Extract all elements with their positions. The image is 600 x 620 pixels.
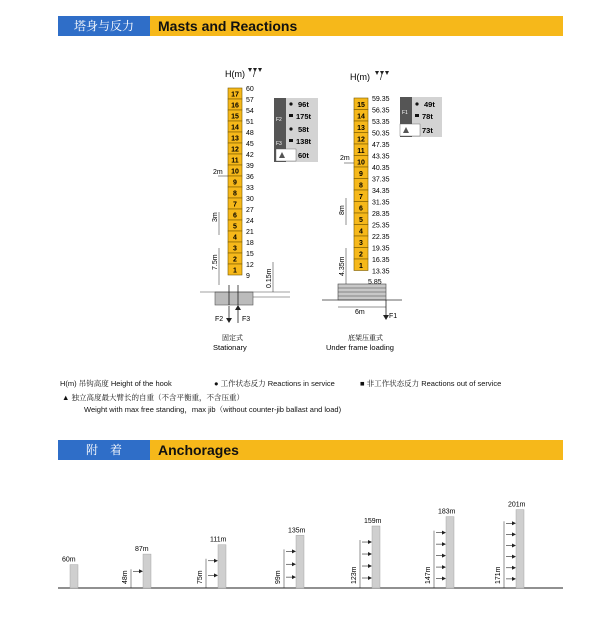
tie-arrowhead xyxy=(368,576,372,580)
segment-number: 4 xyxy=(233,234,237,242)
height-tick-label: 60 xyxy=(246,86,254,93)
legend-in-service: ● 工作状态反力 Reactions in service xyxy=(214,379,335,388)
weight-value: 60t xyxy=(298,151,309,160)
segment-number: 10 xyxy=(357,159,365,167)
f1-tab-label: F1 xyxy=(402,110,408,116)
height-tick-label: 13.35 xyxy=(372,268,390,276)
weight-tab xyxy=(400,124,420,136)
height-tick-label: 59.35 xyxy=(372,96,390,103)
height-tick-label: 36 xyxy=(246,174,254,181)
height-tick-label: 34.35 xyxy=(372,188,390,195)
segment-number: 13 xyxy=(231,135,239,143)
section-title-cn: 塔身与反力 xyxy=(58,16,150,36)
segment-number: 14 xyxy=(231,124,239,132)
f2-tab-label: F2 xyxy=(276,117,282,123)
h-label: H(m) xyxy=(350,72,370,82)
out-service-bullet xyxy=(289,114,293,117)
height-tick-label: 45 xyxy=(246,141,254,148)
height-tick-label: 39 xyxy=(246,163,254,170)
segment-number: 9 xyxy=(359,171,363,178)
tie-arrowhead xyxy=(512,555,516,559)
anchorage-tower xyxy=(143,554,151,588)
out-service-bullet xyxy=(415,114,419,117)
segment-number: 2 xyxy=(233,256,237,264)
height-tick-label: 33 xyxy=(246,185,254,192)
height-tick-label: 43.35 xyxy=(372,153,390,161)
anchor-height-label: 99m xyxy=(275,570,282,584)
tower-height-label: 183m xyxy=(438,508,456,516)
tie-arrowhead xyxy=(214,559,218,563)
legend-out-service: ■ 非工作状态反力 Reactions out of service xyxy=(360,379,502,388)
tie-arrowhead xyxy=(139,569,143,573)
tower-height-label: 60m xyxy=(62,556,76,564)
segment-number: 15 xyxy=(357,102,365,109)
in-service-bullet xyxy=(415,102,418,105)
base-height: 5.85 xyxy=(368,279,382,286)
tie-arrowhead xyxy=(368,540,372,544)
segment-number: 5 xyxy=(359,217,363,224)
svg-text:/: / xyxy=(253,70,256,79)
section-title-en: Anchorages xyxy=(158,442,239,458)
height-tick-label: 27 xyxy=(246,207,254,214)
segment-number: 7 xyxy=(233,201,237,209)
height-tick-label: 56.35 xyxy=(372,107,390,115)
height-tick-label: 16.35 xyxy=(372,257,390,264)
height-tick-label: 47.35 xyxy=(372,142,390,149)
segment-number: 5 xyxy=(233,223,237,231)
stationary-tower xyxy=(200,68,318,352)
segment-number: 3 xyxy=(233,245,237,253)
dim-7.5m: 7.5m xyxy=(212,254,219,270)
anchorage-tower xyxy=(372,526,380,588)
anchorage-tower xyxy=(70,565,78,588)
dim-0.15m: 0.15m xyxy=(266,268,273,288)
weight-icon: ▲ xyxy=(62,393,70,402)
tower-height-label: 111m xyxy=(210,536,227,544)
f3-in-service-value: 58t xyxy=(298,125,309,134)
anchor-height-label: 123m xyxy=(351,566,358,584)
segment-number: 1 xyxy=(359,263,363,270)
height-tick-label: 9 xyxy=(246,273,250,280)
section-title-cn: 附 着 xyxy=(58,440,150,460)
height-tick-label: 31.35 xyxy=(372,199,390,207)
dim-2m: 2m xyxy=(340,155,350,162)
tower-height-label: 87m xyxy=(135,546,149,554)
weight-tab xyxy=(276,149,296,161)
height-tick-label: 50.35 xyxy=(372,130,390,138)
segment-number: 17 xyxy=(231,91,239,99)
tie-arrowhead xyxy=(512,532,516,536)
foundation-block xyxy=(215,292,253,305)
f3-out-service-value: 138t xyxy=(296,137,312,146)
height-tick-label: 48 xyxy=(246,130,254,137)
height-tick-label: 21 xyxy=(246,229,254,236)
tower-height-label: 135m xyxy=(288,527,306,535)
arrowhead xyxy=(226,318,232,323)
segment-number: 11 xyxy=(231,157,239,165)
segment-number: 2 xyxy=(359,251,363,259)
dim-6m: 6m xyxy=(355,309,365,316)
tie-arrowhead xyxy=(512,577,516,581)
tie-arrowhead xyxy=(512,566,516,570)
hook-icon xyxy=(375,71,389,82)
height-tick-label: 42 xyxy=(246,152,254,159)
legend-weight-cn: 独立高度最大臂长的自重（不含平衡重，不含压重） xyxy=(71,393,245,402)
segment-number: 6 xyxy=(359,205,363,213)
f2-in-service-value: 96t xyxy=(298,100,309,109)
tie-arrowhead xyxy=(368,552,372,556)
f1-out-service-value: 78t xyxy=(422,112,433,121)
segment-number: 14 xyxy=(357,113,365,121)
dim-8m: 8m xyxy=(339,205,346,215)
f2-out-service-value: 175t xyxy=(296,112,312,121)
anchor-height-label: 171m xyxy=(495,566,502,584)
height-tick-label: 40.35 xyxy=(372,165,390,172)
f3-tab-label: F3 xyxy=(276,141,282,147)
hook-icon xyxy=(248,68,262,79)
legend-h-text: H(m) 吊钩高度 Height of the hook xyxy=(60,379,172,388)
f3-label: F3 xyxy=(242,316,251,323)
caption-en: Stationary xyxy=(213,343,247,352)
legend-h xyxy=(60,378,172,389)
height-tick-label: 53.35 xyxy=(372,119,390,126)
dim-2m: 2m xyxy=(213,169,223,176)
stationary-reactions-panel xyxy=(274,98,318,162)
tie-arrowhead xyxy=(214,573,218,577)
out-service-bullet xyxy=(289,139,293,142)
legend-in-service-text: 工作状态反力 Reactions in service xyxy=(220,379,335,388)
tie-arrowhead xyxy=(512,521,516,525)
in-service-bullet xyxy=(289,127,292,130)
legend-weight-en xyxy=(84,404,341,415)
height-tick-label: 51 xyxy=(246,119,254,126)
arrowhead xyxy=(235,305,241,310)
anchor-height-label: 147m xyxy=(425,566,432,584)
segment-number: 12 xyxy=(357,136,365,144)
segment-number: 15 xyxy=(231,113,239,121)
underframe-tower xyxy=(322,71,442,352)
anchorage-tower xyxy=(516,510,524,588)
segment-number: 8 xyxy=(233,190,237,198)
segment-number: 12 xyxy=(231,146,239,154)
f1-label: F1 xyxy=(389,313,398,320)
tie-arrowhead xyxy=(442,531,446,535)
tie-arrowhead xyxy=(442,542,446,546)
height-tick-label: 15 xyxy=(246,251,254,258)
in-service-bullet xyxy=(289,102,292,105)
height-tick-label: 22.35 xyxy=(372,234,390,241)
caption-cn: 底架压重式 xyxy=(348,335,383,342)
svg-text:/: / xyxy=(380,73,383,82)
height-tick-label: 30 xyxy=(246,196,254,203)
f1-in-service-value: 49t xyxy=(424,100,435,109)
legend-weight xyxy=(62,392,244,403)
segment-number: 9 xyxy=(233,179,237,187)
height-tick-label: 28.35 xyxy=(372,211,390,218)
h-label: H(m) xyxy=(225,69,245,79)
tie-arrowhead xyxy=(512,544,516,548)
height-tick-label: 37.35 xyxy=(372,176,390,184)
segment-number: 4 xyxy=(359,228,363,236)
anchor-height-label: 48m xyxy=(122,570,129,584)
height-tick-label: 25.35 xyxy=(372,222,390,230)
anchorage-tower xyxy=(296,535,304,588)
caption-en: Under frame loading xyxy=(326,343,394,352)
segment-number: 3 xyxy=(359,240,363,247)
caption-cn: 固定式 xyxy=(222,335,243,342)
legend-out-service-text: 非工作状态反力 Reactions out of service xyxy=(366,379,502,388)
section-title-en: Masts and Reactions xyxy=(158,18,298,34)
tie-arrowhead xyxy=(292,562,296,566)
f2-label: F2 xyxy=(215,316,224,323)
height-tick-label: 24 xyxy=(246,218,254,225)
tower-height-label: 159m xyxy=(364,517,382,525)
segment-number: 7 xyxy=(359,194,363,201)
anchorage-tower xyxy=(446,517,454,588)
segment-number: 6 xyxy=(233,212,237,220)
height-tick-label: 54 xyxy=(246,108,254,115)
tie-arrowhead xyxy=(442,577,446,581)
dim-3m: 3m xyxy=(212,212,219,222)
tie-arrowhead xyxy=(442,554,446,558)
segment-number: 11 xyxy=(357,148,365,155)
segment-number: 16 xyxy=(231,102,239,110)
weight-value: 73t xyxy=(422,126,433,135)
dim-4.35m: 4.35m xyxy=(339,256,346,276)
underframe-reactions-panel xyxy=(400,97,442,137)
tie-arrowhead xyxy=(368,564,372,568)
tower-height-label: 201m xyxy=(508,501,526,509)
height-tick-label: 18 xyxy=(246,240,254,247)
height-tick-label: 57 xyxy=(246,97,254,104)
legend-weight-en-text: Weight with max free standing，max jib（without counter-jib ballast and load) xyxy=(84,405,342,414)
segment-number: 10 xyxy=(231,168,239,176)
tie-arrowhead xyxy=(292,575,296,579)
segment-number: 8 xyxy=(359,182,363,190)
segment-number: 13 xyxy=(357,125,365,132)
tie-arrowhead xyxy=(292,549,296,553)
segment-number: 1 xyxy=(233,267,237,275)
anchor-height-label: 75m xyxy=(197,570,204,584)
height-tick-label: 19.35 xyxy=(372,245,390,253)
anchorage-tower xyxy=(218,545,226,588)
height-tick-label: 12 xyxy=(246,262,254,269)
tie-arrowhead xyxy=(442,565,446,569)
